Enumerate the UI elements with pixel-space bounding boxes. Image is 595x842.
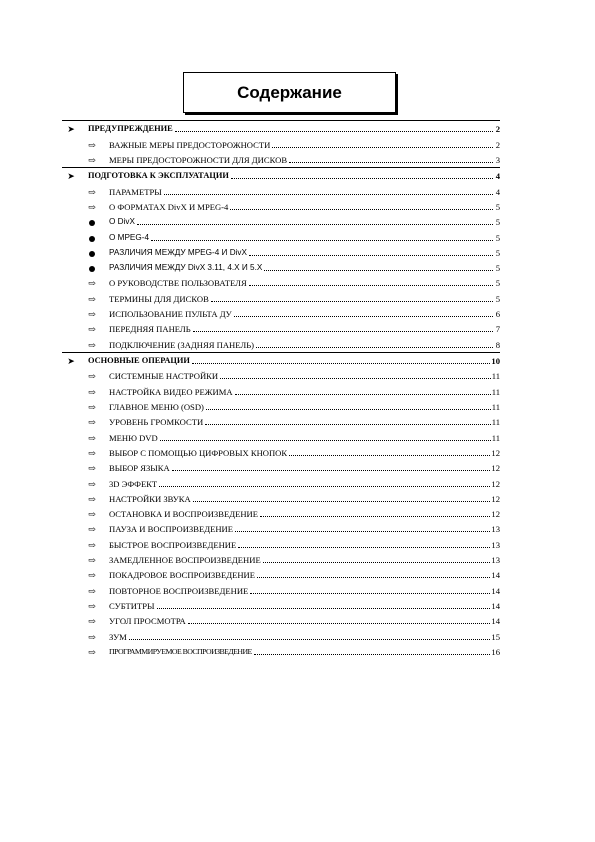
toc-entry [109, 494, 500, 504]
toc-label: ПОДКЛЮЧЕНИЕ (ЗАДНЯЯ ПАНЕЛЬ) [109, 339, 254, 350]
toc-page-number: 5 [495, 232, 500, 243]
toc-entry [109, 309, 500, 319]
toc-entry [109, 233, 500, 243]
toc-entry [88, 171, 500, 181]
toc-page-number: 13 [491, 524, 500, 535]
dot-leader [272, 147, 493, 148]
dot-leader [257, 577, 490, 578]
toc-page-number: 8 [495, 339, 500, 350]
hollow-arrow-right-icon: ⇨ [88, 631, 96, 642]
dot-leader [211, 301, 493, 302]
toc-item-row[interactable] [62, 552, 500, 567]
toc-entry [109, 340, 500, 350]
dot-leader [289, 455, 490, 456]
toc-page-number: 5 [495, 217, 500, 228]
toc-entry [109, 248, 500, 258]
dot-leader [188, 623, 491, 624]
toc-entry [109, 647, 500, 657]
toc-item-row[interactable] [62, 613, 500, 628]
dot-leader [235, 394, 491, 395]
toc-page-number: 5 [495, 247, 500, 258]
toc-page-number: 4 [495, 186, 500, 197]
toc-item-row[interactable] [62, 506, 500, 521]
toc-label: 3D ЭФФЕКТ [109, 478, 158, 489]
toc-entry [109, 324, 500, 334]
toc-label: УГОЛ ПРОСМОТРА [109, 616, 186, 627]
toc-entry [109, 524, 500, 534]
toc-label: ОСНОВНЫЕ ОПЕРАЦИИ [88, 356, 190, 365]
toc-page-number: 5 [495, 293, 500, 304]
toc-item-row[interactable] [62, 306, 500, 321]
hollow-arrow-right-icon: ⇨ [88, 601, 96, 611]
hollow-arrow-right-icon: ⇨ [88, 278, 96, 289]
toc-label: О DivX [109, 217, 135, 227]
arrow-right-icon: ➤ [67, 171, 75, 182]
toc-page-number: 2 [495, 139, 500, 150]
toc-page-number: 11 [491, 417, 500, 428]
toc-label: ВАЖНЫЕ МЕРЫ ПРЕДОСТОРОЖНОСТИ [109, 139, 271, 150]
toc-page-number: 14 [491, 616, 500, 627]
toc-entry [109, 632, 500, 642]
dot-leader [137, 224, 493, 225]
dot-leader [249, 285, 493, 286]
toc-item-row[interactable] [62, 429, 500, 444]
toc-item-row[interactable] [62, 491, 500, 506]
hollow-arrow-right-icon: ⇨ [88, 432, 96, 443]
table-of-contents [62, 120, 500, 659]
toc-label: НАСТРОЙКИ ЗВУКА [109, 493, 191, 504]
dot-leader [238, 547, 490, 548]
toc-entry [109, 586, 500, 596]
hollow-arrow-right-icon: ⇨ [88, 509, 96, 520]
hollow-arrow-right-icon: ⇨ [88, 570, 96, 581]
toc-item-row[interactable] [62, 152, 500, 167]
hollow-arrow-right-icon: ⇨ [88, 186, 96, 197]
dot-leader [193, 331, 493, 332]
toc-entry [109, 555, 500, 565]
toc-item-row[interactable] [62, 598, 500, 613]
dot-leader [129, 639, 491, 640]
toc-item-row[interactable] [62, 275, 500, 290]
toc-page-number: 6 [495, 309, 500, 320]
toc-item-row[interactable] [62, 567, 500, 582]
toc-entry [109, 433, 500, 443]
toc-label: ПЕРЕДНЯЯ ПАНЕЛЬ [109, 324, 191, 335]
toc-entry [109, 509, 500, 519]
toc-item-row[interactable] [62, 199, 500, 214]
toc-label: ПОДГОТОВКА К ЭКСПЛУАТАЦИИ [88, 171, 229, 181]
contents-title: Содержание [237, 82, 342, 102]
toc-page-number: 14 [491, 585, 500, 596]
toc-item-row[interactable] [62, 414, 500, 429]
toc-item-row[interactable] [62, 582, 500, 597]
hollow-arrow-right-icon: ⇨ [88, 585, 96, 596]
toc-page-number: 11 [491, 371, 500, 382]
toc-page-number: 15 [491, 631, 500, 642]
bullet-icon [87, 266, 97, 273]
toc-page-number: 5 [495, 278, 500, 289]
hollow-arrow-right-icon: ⇨ [88, 201, 96, 212]
toc-item-row[interactable] [62, 536, 500, 551]
toc-entry [109, 155, 500, 165]
toc-page-number: 11 [491, 401, 500, 412]
toc-entry [109, 402, 500, 412]
contents-title-box [183, 72, 396, 113]
toc-item-row[interactable] [62, 475, 500, 490]
toc-page-number: 12 [491, 463, 500, 474]
bullet-icon [87, 236, 97, 243]
dot-leader [175, 131, 493, 132]
dot-leader [193, 501, 491, 502]
toc-item-row[interactable] [62, 445, 500, 460]
toc-page-number: 3 [495, 154, 500, 165]
toc-label: ИСПОЛЬЗОВАНИЕ ПУЛЬТА ДУ [109, 309, 232, 320]
dot-leader [250, 593, 490, 594]
hollow-arrow-right-icon: ⇨ [88, 371, 96, 382]
toc-item-row[interactable] [62, 383, 500, 398]
toc-label: ПРОГРАММИРУЕМОЕ ВОСПРОИЗВЕДЕНИЕ [109, 646, 252, 656]
toc-label: ПОКАДРОВОЕ ВОСПРОИЗВЕДЕНИЕ [109, 570, 255, 581]
dot-leader [172, 470, 491, 471]
toc-entry [109, 294, 500, 304]
toc-item-row[interactable] [62, 399, 500, 414]
toc-entry [109, 448, 500, 458]
dot-leader [157, 608, 491, 609]
toc-page-number: 4 [495, 171, 500, 182]
toc-entry [109, 417, 500, 427]
toc-entry [109, 371, 500, 381]
toc-page-number: 11 [491, 432, 500, 443]
hollow-arrow-right-icon: ⇨ [88, 339, 96, 350]
toc-label: ВЫБОР ЯЗЫКА [109, 463, 170, 474]
toc-page-number: 5 [495, 201, 500, 212]
toc-item-row[interactable] [62, 336, 500, 351]
hollow-arrow-right-icon: ⇨ [88, 616, 96, 627]
toc-page-number: 2 [495, 124, 500, 135]
toc-item-row[interactable] [62, 628, 500, 643]
hollow-arrow-right-icon: ⇨ [88, 478, 96, 489]
toc-item-row[interactable] [62, 245, 500, 260]
dot-leader [254, 654, 491, 655]
toc-entry [109, 187, 500, 197]
dot-leader [192, 363, 490, 364]
toc-section-row[interactable] [62, 352, 500, 368]
bullet-icon [87, 220, 97, 227]
toc-page-number: 12 [491, 509, 500, 520]
dot-leader [289, 162, 493, 163]
toc-label: СИСТЕМНЫЕ НАСТРОЙКИ [109, 371, 219, 382]
dot-leader [164, 194, 493, 195]
hollow-arrow-right-icon: ⇨ [88, 293, 96, 304]
toc-section-row[interactable] [62, 167, 500, 183]
toc-page-number: 11 [491, 386, 500, 397]
toc-item-row[interactable] [62, 183, 500, 198]
toc-page-number: 10 [491, 356, 500, 366]
toc-page-number: 5 [495, 263, 500, 274]
hollow-arrow-right-icon: ⇨ [88, 386, 96, 397]
toc-page-number: 16 [491, 646, 500, 657]
hollow-arrow-right-icon: ⇨ [88, 555, 96, 566]
dot-leader [260, 516, 490, 517]
toc-label: ЗУМ [109, 631, 127, 642]
dot-leader [206, 409, 491, 410]
toc-section-row[interactable] [62, 120, 500, 136]
arrow-right-icon: ➤ [67, 124, 75, 135]
toc-page-number: 13 [491, 539, 500, 550]
toc-label: ПРЕДУПРЕЖДЕНИЕ [88, 124, 173, 134]
toc-item-row[interactable] [62, 460, 500, 475]
hollow-arrow-right-icon: ⇨ [88, 139, 96, 150]
dot-leader [256, 347, 493, 348]
dot-leader [235, 531, 490, 532]
dot-leader [263, 562, 491, 563]
bullet-icon [87, 251, 97, 258]
toc-entry [109, 263, 500, 273]
toc-page-number: 12 [491, 478, 500, 489]
arrow-right-icon: ➤ [67, 356, 75, 366]
toc-label: ЗАМЕДЛЕННОЕ ВОСПРОИЗВЕДЕНИЕ [109, 555, 261, 566]
toc-entry [109, 217, 500, 227]
hollow-arrow-right-icon: ⇨ [88, 524, 96, 535]
toc-label: О MPEG-4 [109, 232, 150, 242]
toc-entry [109, 140, 500, 150]
toc-page-number: 14 [491, 601, 500, 611]
hollow-arrow-right-icon: ⇨ [88, 154, 96, 165]
toc-entry [109, 601, 500, 611]
toc-label: О РУКОВОДСТВЕ ПОЛЬЗОВАТЕЛЯ [109, 278, 247, 289]
toc-entry [109, 570, 500, 580]
hollow-arrow-right-icon: ⇨ [88, 324, 96, 335]
dot-leader [230, 209, 493, 210]
toc-page-number: 12 [491, 447, 500, 458]
toc-page-number: 12 [491, 493, 500, 504]
toc-label: МЕРЫ ПРЕДОСТОРОЖНОСТИ ДЛЯ ДИСКОВ [109, 154, 288, 165]
toc-label: ПАУЗА И ВОСПРОИЗВЕДЕНИЕ [109, 524, 233, 535]
dot-leader [151, 240, 493, 241]
toc-item-row[interactable] [62, 260, 500, 275]
dot-leader [160, 440, 491, 441]
toc-item-row[interactable] [62, 290, 500, 305]
toc-item-row[interactable] [62, 229, 500, 244]
dot-leader [249, 255, 493, 256]
hollow-arrow-right-icon: ⇨ [88, 447, 96, 458]
toc-label: ПАРАМЕТРЫ [109, 186, 162, 197]
hollow-arrow-right-icon: ⇨ [88, 539, 96, 550]
toc-label: НАСТРОЙКА ВИДЕО РЕЖИМА [109, 386, 233, 397]
toc-item-row[interactable] [62, 644, 500, 659]
toc-entry [109, 616, 500, 626]
toc-label: СУБТИТРЫ [109, 601, 155, 611]
toc-label: БЫСТРОЕ ВОСПРОИЗВЕДЕНИЕ [109, 539, 237, 550]
toc-label: РАЗЛИЧИЯ МЕЖДУ MPEG-4 И DivX [109, 247, 247, 257]
toc-item-row[interactable] [62, 368, 500, 383]
toc-page-number: 13 [491, 555, 500, 566]
toc-entry [88, 356, 500, 366]
toc-entry [109, 463, 500, 473]
dot-leader [159, 486, 490, 487]
dot-leader [234, 316, 493, 317]
toc-label: ТЕРМИНЫ ДЛЯ ДИСКОВ [109, 293, 209, 304]
dot-leader [220, 378, 491, 379]
toc-page-number: 7 [495, 324, 500, 335]
dot-leader [205, 424, 491, 425]
toc-item-row[interactable] [62, 321, 500, 336]
toc-entry [88, 124, 500, 134]
toc-item-row[interactable] [62, 136, 500, 151]
toc-label: ГЛАВНОЕ МЕНЮ (OSD) [109, 401, 204, 412]
toc-entry [109, 387, 500, 397]
dot-leader [264, 270, 493, 271]
toc-entry [109, 540, 500, 550]
toc-label: РАЗЛИЧИЯ МЕЖДУ DivX 3.11, 4.X И 5.X [109, 263, 263, 273]
hollow-arrow-right-icon: ⇨ [88, 309, 96, 320]
toc-label: ВЫБОР С ПОМОЩЬЮ ЦИФРОВЫХ КНОПОК [109, 447, 288, 458]
toc-label: ОСТАНОВКА И ВОСПРОИЗВЕДЕНИЕ [109, 509, 258, 520]
hollow-arrow-right-icon: ⇨ [88, 646, 96, 657]
toc-entry [109, 479, 500, 489]
toc-entry [109, 278, 500, 288]
toc-label: О ФОРМАТАХ DivX И MPEG-4 [109, 201, 229, 212]
dot-leader [231, 178, 493, 179]
toc-item-row[interactable] [62, 521, 500, 536]
hollow-arrow-right-icon: ⇨ [88, 417, 96, 428]
toc-page-number: 14 [491, 570, 500, 581]
toc-entry [109, 202, 500, 212]
hollow-arrow-right-icon: ⇨ [88, 463, 96, 474]
hollow-arrow-right-icon: ⇨ [88, 401, 96, 412]
hollow-arrow-right-icon: ⇨ [88, 493, 96, 504]
toc-label: ПОВТОРНОЕ ВОСПРОИЗВЕДЕНИЕ [109, 585, 249, 596]
toc-label: МЕНЮ DVD [109, 432, 158, 443]
toc-item-row[interactable] [62, 214, 500, 229]
toc-label: УРОВЕНЬ ГРОМКОСТИ [109, 417, 204, 428]
